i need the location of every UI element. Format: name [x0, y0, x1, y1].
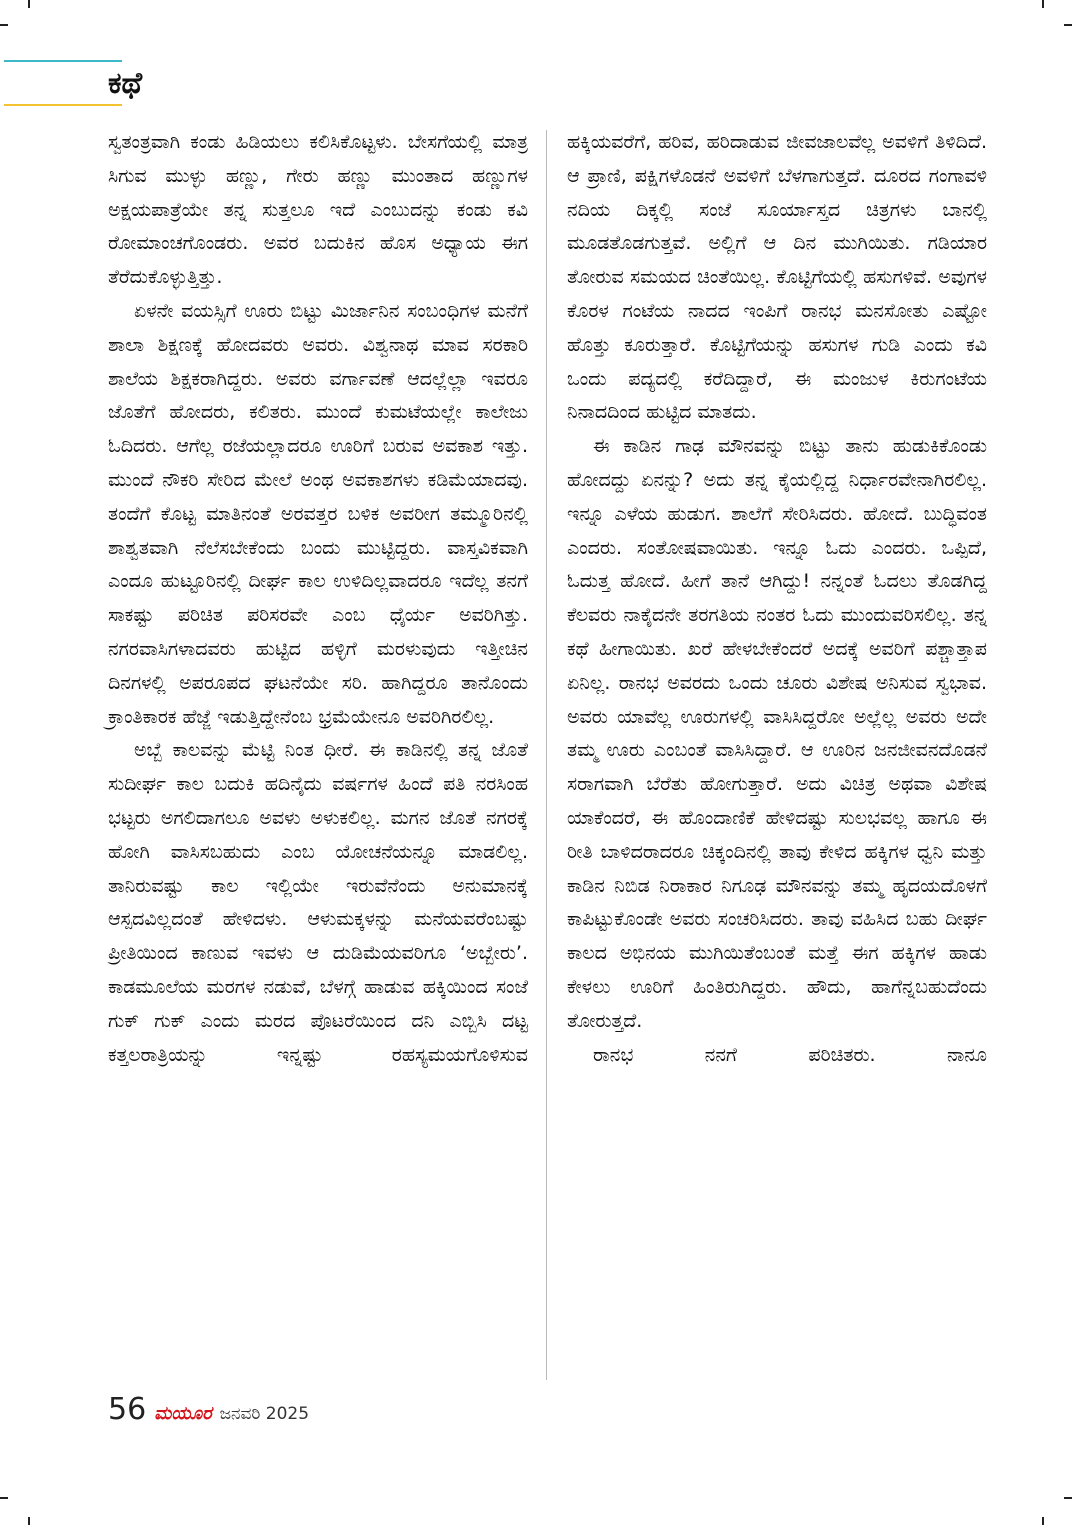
issue-date: ಜನವರಿ 2025	[219, 1404, 310, 1424]
right-column	[567, 126, 987, 1072]
crop-mark	[28, 1517, 30, 1525]
paragraph: ಹಕ್ಕಿಯವರೆಗೆ, ಹರಿವ, ಹರಿದಾಡುವ ಜೀವಜಾಲವೆಲ್ಲ ಅವಳಿಗೆ ತಿಳಿದಿದೆ. ಆ ಪ್ರಾಣಿ, ಪಕ್ಷಿಗಳೊಡನೆ ಅವಳಿಗೆ ಬೆಳಗಾಗುತ್ತದೆ. ದೂರದ ಗಂಗಾವಳಿ ನದಿಯ ದಿಕ್ಕಲ್ಲಿ ಸಂಜೆ ಸೂರ್ಯಾಸ್ತದ ಚಿತ್ರಗಳು ಬಾನಲ್ಲಿ ಮೂಡತೊಡಗುತ್ತವೆ. ಅಲ್ಲಿಗೆ ಆ ದಿನ ಮುಗಿಯಿತು. ಗಡಿಯಾರ ತೋರುವ ಸಮಯದ ಚಿಂತೆಯಿಲ್ಲ. ಕೊಟ್ಟಿಗೆಯಲ್ಲಿ ಹಸುಗಳಿವೆ. ಅವುಗಳ ಕೊರಳ ಗಂಟೆಯ ನಾದದ ಇಂಪಿಗೆ ರಾನಭ ಮನಸೋತು ಎಷ್ಟೋ ಹೊತ್ತು ಕೂರುತ್ತಾರೆ. ಕೊಟ್ಟಿಗೆಯನ್ನು ಹಸುಗಳ ಗುಡಿ ಎಂದು ಕವಿ ಒಂದು ಪದ್ಯದಲ್ಲಿ ಕರೆದಿದ್ದಾರೆ, ಈ ಮಂಜುಳ ಕಿರುಗಂಟೆಯ ನಿನಾದದಿಂದ ಹುಟ್ಟಿದ ಮಾತದು.	[567, 131, 987, 424]
crop-mark	[1042, 0, 1044, 8]
paragraph: ಈ ಕಾಡಿನ ಗಾಢ ಮೌನವನ್ನು ಬಿಟ್ಟು ತಾನು ಹುಡುಕಿಕೊಂಡು ಹೋದದ್ದು ಏನನ್ನು? ಅದು ತನ್ನ ಕೈಯಲ್ಲಿದ್ದ ನಿರ್ಧಾರವೇನಾಗಿರಲಿಲ್ಲ. ಇನ್ನೂ ಎಳೆಯ ಹುಡುಗ. ಶಾಲೆಗೆ ಸೇರಿಸಿದರು. ಹೋದೆ. ಬುದ್ಧಿವಂತ ಎಂದರು. ಸಂತೋಷವಾಯಿತು. ಇನ್ನೂ ಓದು ಎಂದರು. ಒಪ್ಪಿದೆ, ಓದುತ್ತ ಹೋದೆ. ಹೀಗೆ ತಾನೆ ಆಗಿದ್ದು! ನನ್ನಂತೆ ಓದಲು ತೊಡಗಿದ್ದ ಕೆಲವರು ನಾಕೈದನೇ ತರಗತಿಯ ನಂತರ ಓದು ಮುಂದುವರಿಸಲಿಲ್ಲ. ತನ್ನ ಕಥೆ ಹೀಗಾಯಿತು. ಖರೆ ಹೇಳಬೇಕೆಂದರೆ ಅದಕ್ಕೆ ಅವರಿಗೆ ಪಶ್ಚಾತ್ತಾಪ ಏನಿಲ್ಲ. ರಾನಭ ಅವರದು ಒಂದು ಚೂರು ವಿಶೇಷ ಅನಿಸುವ ಸ್ವಭಾವ. ಅವರು ಯಾವೆಲ್ಲ ಊರುಗಳಲ್ಲಿ ವಾಸಿಸಿದ್ದರೋ ಅಲ್ಲೆಲ್ಲ ಅವರು ಅದೇ ತಮ್ಮ ಊರು ಎಂಬಂತೆ ವಾಸಿಸಿದ್ದಾರೆ. ಆ ಊರಿನ ಜನಜೀವನದೊಡನೆ ಸರಾಗವಾಗಿ ಬೆರೆತು ಹೋಗುತ್ತಾರೆ. ಅದು ವಿಚಿತ್ರ ಅಥವಾ ವಿಶೇಷ ಯಾಕೆಂದರೆ, ಈ ಹೊಂದಾಣಿಕೆ ಹೇಳಿದಷ್ಟು ಸುಲಭವಲ್ಲ ಹಾಗೂ ಈ ರೀತಿ ಬಾಳಿದರಾದರೂ ಚಿಕ್ಕಂದಿನಲ್ಲಿ ತಾವು ಕೇಳಿದ ಹಕ್ಕಿಗಳ ಧ್ವನಿ ಮತ್ತು ಕಾಡಿನ ನಿಬಿಡ ನಿರಾಕಾರ ನಿಗೂಢ ಮೌನವನ್ನು ತಮ್ಮ ಹೃದಯದೊಳಗೆ ಕಾಪಿಟ್ಟುಕೊಂಡೇ ಅವರು ಸಂಚರಿಸಿದರು. ತಾವು ವಹಿಸಿದ ಬಹು ದೀರ್ಘ ಕಾಲದ ಅಭಿನಯ ಮುಗಿಯಿತೆಂಬಂತೆ ಮತ್ತೆ ಈಗ ಹಕ್ಕಿಗಳ ಹಾಡು ಕೇಳಲು ಊರಿಗೆ ಹಿಂತಿರುಗಿದ್ದರು. ಹೌದು, ಹಾಗೆನ್ನಬಹುದೆಂದು ತೋರುತ್ತದೆ.	[567, 435, 987, 1032]
page-footer	[108, 1392, 309, 1428]
paragraph: ರಾನಭ ನನಗೆ ಪರಿಚಿತರು. ನಾನೂ	[593, 1043, 987, 1066]
paragraph: ಏಳನೇ ವಯಸ್ಸಿಗೆ ಊರು ಬಿಟ್ಟು ಮಿರ್ಜಾನಿನ ಸಂಬಂಧಿಗಳ ಮನೆಗೆ ಶಾಲಾ ಶಿಕ್ಷಣಕ್ಕೆ ಹೋದವರು ಅವರು. ವಿಶ್ವನಾಥ ಮಾವ ಸರಕಾರಿ ಶಾಲೆಯ ಶಿಕ್ಷಕರಾಗಿದ್ದರು. ಅವರು ವರ್ಗಾವಣೆ ಆದಲ್ಲೆಲ್ಲಾ ಇವರೂ ಜೊತೆಗೆ ಹೋದರು, ಕಲಿತರು. ಮುಂದೆ ಕುಮಟೆಯಲ್ಲೇ ಕಾಲೇಜು ಓದಿದರು. ಆಗೆಲ್ಲ ರಜೆಯಲ್ಲಾದರೂ ಊರಿಗೆ ಬರುವ ಅವಕಾಶ ಇತ್ತು. ಮುಂದೆ ನೌಕರಿ ಸೇರಿದ ಮೇಲೆ ಅಂಥ ಅವಕಾಶಗಳು ಕಡಿಮೆಯಾದವು. ತಂದೆಗೆ ಕೊಟ್ಟ ಮಾತಿನಂತೆ ಅರವತ್ತರ ಬಳಿಕ ಅವರೀಗ ತಮ್ಮೂರಿನಲ್ಲಿ ಶಾಶ್ವತವಾಗಿ ನೆಲೆಸಬೇಕೆಂದು ಬಂದು ಮುಟ್ಟಿದ್ದರು. ವಾಸ್ತವಿಕವಾಗಿ ಎಂದೂ ಹುಟ್ಟೂರಿನಲ್ಲಿ ದೀರ್ಘ ಕಾಲ ಉಳಿದಿಲ್ಲವಾದರೂ ಇದೆಲ್ಲ ತನಗೆ ಸಾಕಷ್ಟು ಪರಿಚಿತ ಪರಿಸರವೇ ಎಂಬ ಧೈರ್ಯ ಅವರಿಗಿತ್ತು. ನಗರವಾಸಿಗಳಾದವರು ಹುಟ್ಟಿದ ಹಳ್ಳಿಗೆ ಮರಳುವುದು ಇತ್ತೀಚಿನ ದಿನಗಳಲ್ಲಿ ಅಪರೂಪದ ಘಟನೆಯೇ ಸರಿ. ಹಾಗಿದ್ದರೂ ತಾನೊಂದು ಕ್ರಾಂತಿಕಾರಕ ಹೆಜ್ಜೆ ಇಡುತ್ತಿದ್ದೇನೆಂಬ ಭ್ರಮೆಯೇನೂ ಅವರಿಗಿರಲಿಲ್ಲ.	[108, 299, 528, 728]
header-rule-top	[4, 60, 122, 62]
column-divider	[546, 130, 547, 1380]
header-rule-bottom	[4, 104, 122, 106]
magazine-logo: ಮಯೂರ	[154, 1403, 212, 1424]
crop-mark	[1064, 24, 1072, 26]
paragraph: ಸ್ವತಂತ್ರವಾಗಿ ಕಂಡು ಹಿಡಿಯಲು ಕಲಿಸಿಕೊಟ್ಟಳು. ಬೇಸಗೆಯಲ್ಲಿ ಮಾತ್ರ ಸಿಗುವ ಮುಳ್ಳು ಹಣ್ಣು, ಗೇರು ಹಣ್ಣು ಮುಂತಾದ ಹಣ್ಣುಗಳ ಅಕ್ಷಯಪಾತ್ರೆಯೇ ತನ್ನ ಸುತ್ತಲೂ ಇದೆ ಎಂಬುದನ್ನು ಕಂಡು ಕವಿ ರೋಮಾಂಚಗೊಂಡರು. ಅವರ ಬದುಕಿನ ಹೊಸ ಅಧ್ಯಾಯ ಈಗ ತೆರೆದುಕೊಳ್ಳುತ್ತಿತ್ತು.	[108, 131, 528, 289]
paragraph: ಅಬ್ಬೆ ಕಾಲವನ್ನು ಮೆಟ್ಟಿ ನಿಂತ ಧೀರೆ. ಈ ಕಾಡಿನಲ್ಲಿ ತನ್ನ ಜೊತೆ ಸುದೀರ್ಘ ಕಾಲ ಬದುಕಿ ಹದಿನೈದು ವರ್ಷಗಳ ಹಿಂದೆ ಪತಿ ನರಸಿಂಹ ಭಟ್ಟರು ಅಗಲಿದಾಗಲೂ ಅವಳು ಅಳುಕಲಿಲ್ಲ. ಮಗನ ಜೊತೆ ನಗರಕ್ಕೆ ಹೋಗಿ ವಾಸಿಸಬಹುದು ಎಂಬ ಯೋಚನೆಯನ್ನೂ ಮಾಡಲಿಲ್ಲ. ತಾನಿರುವಷ್ಟು ಕಾಲ ಇಲ್ಲಿಯೇ ಇರುವೆನೆಂದು ಅನುಮಾನಕ್ಕೆ ಆಸ್ಪದವಿಲ್ಲದಂತೆ ಹೇಳಿದಳು. ಆಳುಮಕ್ಕಳನ್ನು ಮನೆಯವರೆಂಬಷ್ಟು ಪ್ರೀತಿಯಿಂದ ಕಾಣುವ ಇವಳು ಆ ದುಡಿಮೆಯವರಿಗೂ ‘ಅಬ್ಬೇರು’. ಕಾಡಮೂಲೆಯ ಮರಗಳ ನಡುವೆ, ಬೆಳಗ್ಗೆ ಹಾಡುವ ಹಕ್ಕಿಯಿಂದ ಸಂಜೆ ಗುಕ್ ಗುಕ್ ಎಂದು ಮರದ ಪೊಟರೆಯಿಂದ ದನಿ ಎಬ್ಬಿಸಿ ದಟ್ಟ ಕತ್ತಲರಾತ್ರಿಯನ್ನು ಇನ್ನಷ್ಟು ರಹಸ್ಯಮಯಗೊಳಿಸುವ	[108, 739, 528, 1066]
section-title: ಕಥೆ	[108, 66, 143, 101]
crop-mark	[0, 1497, 8, 1499]
crop-mark	[0, 24, 8, 26]
crop-mark	[28, 0, 30, 8]
left-column	[108, 126, 528, 1072]
crop-mark	[1064, 1497, 1072, 1499]
page-number: 56	[108, 1392, 147, 1427]
crop-mark	[1042, 1517, 1044, 1525]
